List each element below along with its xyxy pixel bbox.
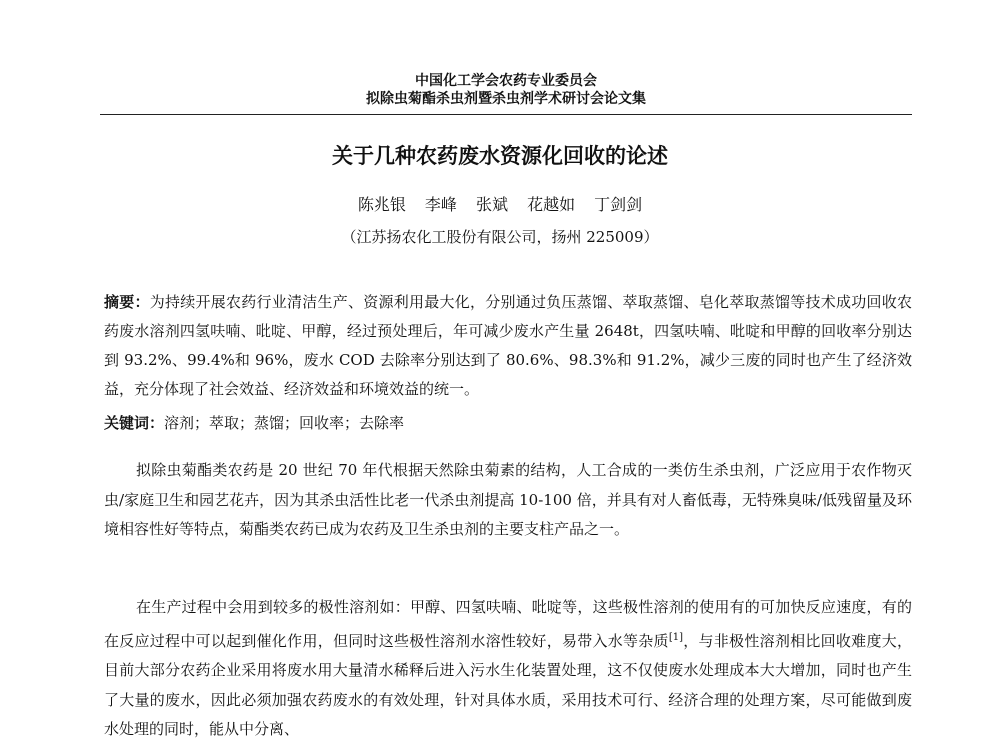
keywords <box>104 410 912 436</box>
author-list: 陈兆银 李峰 张斌 花越如 丁剑剑 <box>357 195 643 214</box>
paragraph-2-text-a: 在生产过程中会用到较多的极性溶剂如：甲醇、四氢呋喃、吡啶等，这些极性溶剂的使用有的可加快反应速度，有的在反应过程中可以起到催化作用，但同时这些极性溶剂水溶性较好，易带入水等杂质 <box>104 598 912 650</box>
body-paragraph-2 <box>104 593 912 745</box>
citation-ref: [1] <box>668 631 683 643</box>
abstract-text: 为持续开展农药行业清洁生产、资源利用最大化，分别通过负压蒸馏、萃取蒸馏、皂化萃取蒸馏等技术成功回收农药废水溶剂四氢呋喃、吡啶、甲醇，经过预处理后，年可减少废水产生量 2648t，四氢呋喃、吡啶和甲醇的回收率分别达到 93.2%、99.4%和 96%，废水 COD 去除率分别达到了 80.6%、98.3%和 91.2%，减少三废的同时也产生了经济效益，充分体现了社会效益、经济效益和环境效益的统一。 <box>104 293 912 398</box>
keywords-label: 关键词： <box>104 414 165 432</box>
abstract <box>104 288 912 404</box>
header-line-1: 中国化工学会农药专业委员会 <box>415 73 597 89</box>
abstract-label: 摘要： <box>104 293 150 311</box>
body-paragraph-1: 拟除虫菊酯类农药是 20 世纪 70 年代根据天然除虫菊素的结构，人工合成的一类仿生杀虫剂，广泛应用于农作物灭虫/家庭卫生和园艺花卉，因为其杀虫活性比老一代杀虫剂提高 10-100 倍，并具有对人畜低毒，无特殊臭味/低残留量及环境相容性好等特点，菊酯类农药已成为农药及卫生杀虫剂的主要支柱产品之一。 <box>104 461 912 538</box>
paper-title: 关于几种农药废水资源化回收的论述 <box>332 144 668 168</box>
affiliation: （江苏扬农化工股份有限公司，扬州 225009） <box>341 228 659 246</box>
keywords-text: 溶剂；萃取；蒸馏；回收率；去除率 <box>164 414 405 432</box>
header-line-2: 拟除虫菊酯杀虫剂暨杀虫剂学术研讨会论文集 <box>366 91 646 107</box>
proceedings-header <box>100 72 912 115</box>
paragraph-2-text-b: ，与非极性溶剂相比回收难度大，目前大部分农药企业采用将废水用大量清水稀释后进入污水生化装置处理，这不仅使废水处理成本大大增加，同时也产生了大量的废水，因此必须加强农药废水的有效处理，针对具体水质，采用技术可行、经济合理的处理方案，尽可能做到废水处理的同时，能从中分离、 <box>104 631 912 738</box>
